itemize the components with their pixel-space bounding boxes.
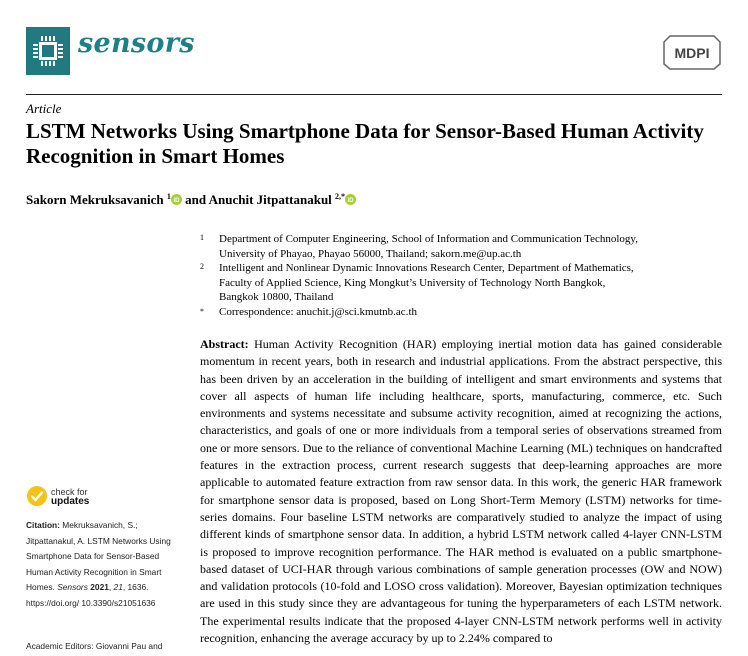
citation-volume: 21 — [113, 582, 123, 592]
affiliation-item: 2 Intelligent and Nonlinear Dynamic Innovations Research Center, Department of Mathematics, Faculty of Applied Science, King Mongkut’s University of Technology North Bangkok, Bangkok 10800, Thailand — [200, 262, 634, 304]
journal-name: sensors — [78, 28, 195, 59]
abstract-text: Human Activity Recognition (HAR) employing inertial motion data has gained considerable momentum in recent years, both in research and industrial applications. From the abstract perspective, this has been driven by an acceleration in the building of intelligent and smart environments and systems that cover all aspects of human life including healthcare, sports, manufacturing, commerce, etc. Such environments and systems necessitate and subsume activity recognition, aimed at recognizing the actions, characteristics, and goals of one or more individuals from a temporal series of observations streamed from one or more sensors. Due to the reliance of conventional Machine Learning (ML) techniques on handcrafted features in the extraction process, current research suggests that deep-learning approaches are more applicable to automated feature extraction from raw sensor data. In this work, the generic HAR framework for smartphone sensor data is proposed, based on Long Short-Term Memory (LSTM) networks for time-series domains. Four baseline LSTM networks are comparatively studied to analyze the impact of using different kinds of smartphone sensor data. In addition, a hybrid LSTM network called 4-layer CNN-LSTM is proposed to improve recognition performance. The HAR method is evaluated on a public smartphone-based dataset of UCI-HAR through various combinations of sample generation processes (OW and NOW) and validation protocols (10-fold and LOSO cross validation). Moreover, Bayesian optimization techniques are used in this study since they are advantageous for tuning the hyperparameters of each LSTM network. The experimental results indicate that the proposed 4-layer CNN-LSTM network performs well in activity recognition, enhancing the average accuracy by up to 2.24% compared to — [200, 337, 722, 646]
check-updates-icon[interactable] — [26, 485, 48, 512]
header-divider — [26, 94, 722, 95]
author-list — [26, 192, 356, 209]
author-separator: and — [185, 192, 209, 207]
journal-logo-icon — [26, 27, 70, 75]
citation-label: Citation: — [26, 520, 60, 530]
author-name[interactable]: Anuchit Jitpattanakul — [208, 192, 332, 207]
academic-editors: Academic Editors: Giovanni Pau and — [26, 641, 163, 651]
svg-text:iD: iD — [173, 198, 180, 204]
affiliation-item: * Correspondence: anuchit.j@sci.kmutnb.ac.th — [200, 305, 720, 320]
publisher-logo — [662, 34, 722, 75]
author-affiliation-mark: 1 — [166, 192, 171, 201]
orcid-icon[interactable] — [345, 193, 356, 209]
affiliation-item: 1 Department of Computer Engineering, School of Information and Communication Technology, University of Phayao, Phayao 56000, Thailand; sakorn.me@up.ac.th — [200, 233, 638, 260]
paper-title: LSTM Networks Using Smartphone Data for Sensor-Based Human Activity Recognition in Smart Homes — [26, 119, 704, 168]
publisher-name: MDPI — [674, 45, 710, 61]
abstract — [200, 336, 722, 647]
author-name[interactable]: Sakorn Mekruksavanich — [26, 192, 164, 207]
orcid-icon[interactable] — [171, 193, 182, 209]
correspondence-email[interactable]: Correspondence: anuchit.j@sci.kmutnb.ac.th — [219, 305, 417, 318]
citation-year: 2021 — [90, 582, 109, 592]
check-updates-button[interactable] — [51, 487, 89, 507]
svg-text:iD: iD — [347, 198, 354, 204]
citation-text: Mekruksavanich, S.; Jitpattanakul, A. LSTM Networks Using Smartphone Data for Sensor-Based Human Activity Recognition in Smart Homes. — [26, 520, 171, 592]
article-type: Article — [26, 101, 62, 116]
citation-block: Citation: Mekruksavanich, S.; Jitpattanakul, A. LSTM Networks Using Smartphone Data for Sensor-Based Human Activity Recognition in Smart Homes. Sensors 2021, 21, 1636. https://doi.org/ 10.3390/s21051636 — [26, 520, 171, 608]
author-affiliation-mark: 2,* — [335, 192, 346, 201]
abstract-label: Abstract: — [200, 337, 249, 351]
check-updates-line2: updates — [51, 496, 90, 507]
check-updates-line1: check for — [51, 487, 88, 497]
citation-journal: Sensors — [57, 582, 88, 592]
affiliation-list — [200, 232, 720, 320]
citation-doi[interactable]: , 1636. https://doi.org/ 10.3390/s21051636 — [26, 582, 156, 608]
